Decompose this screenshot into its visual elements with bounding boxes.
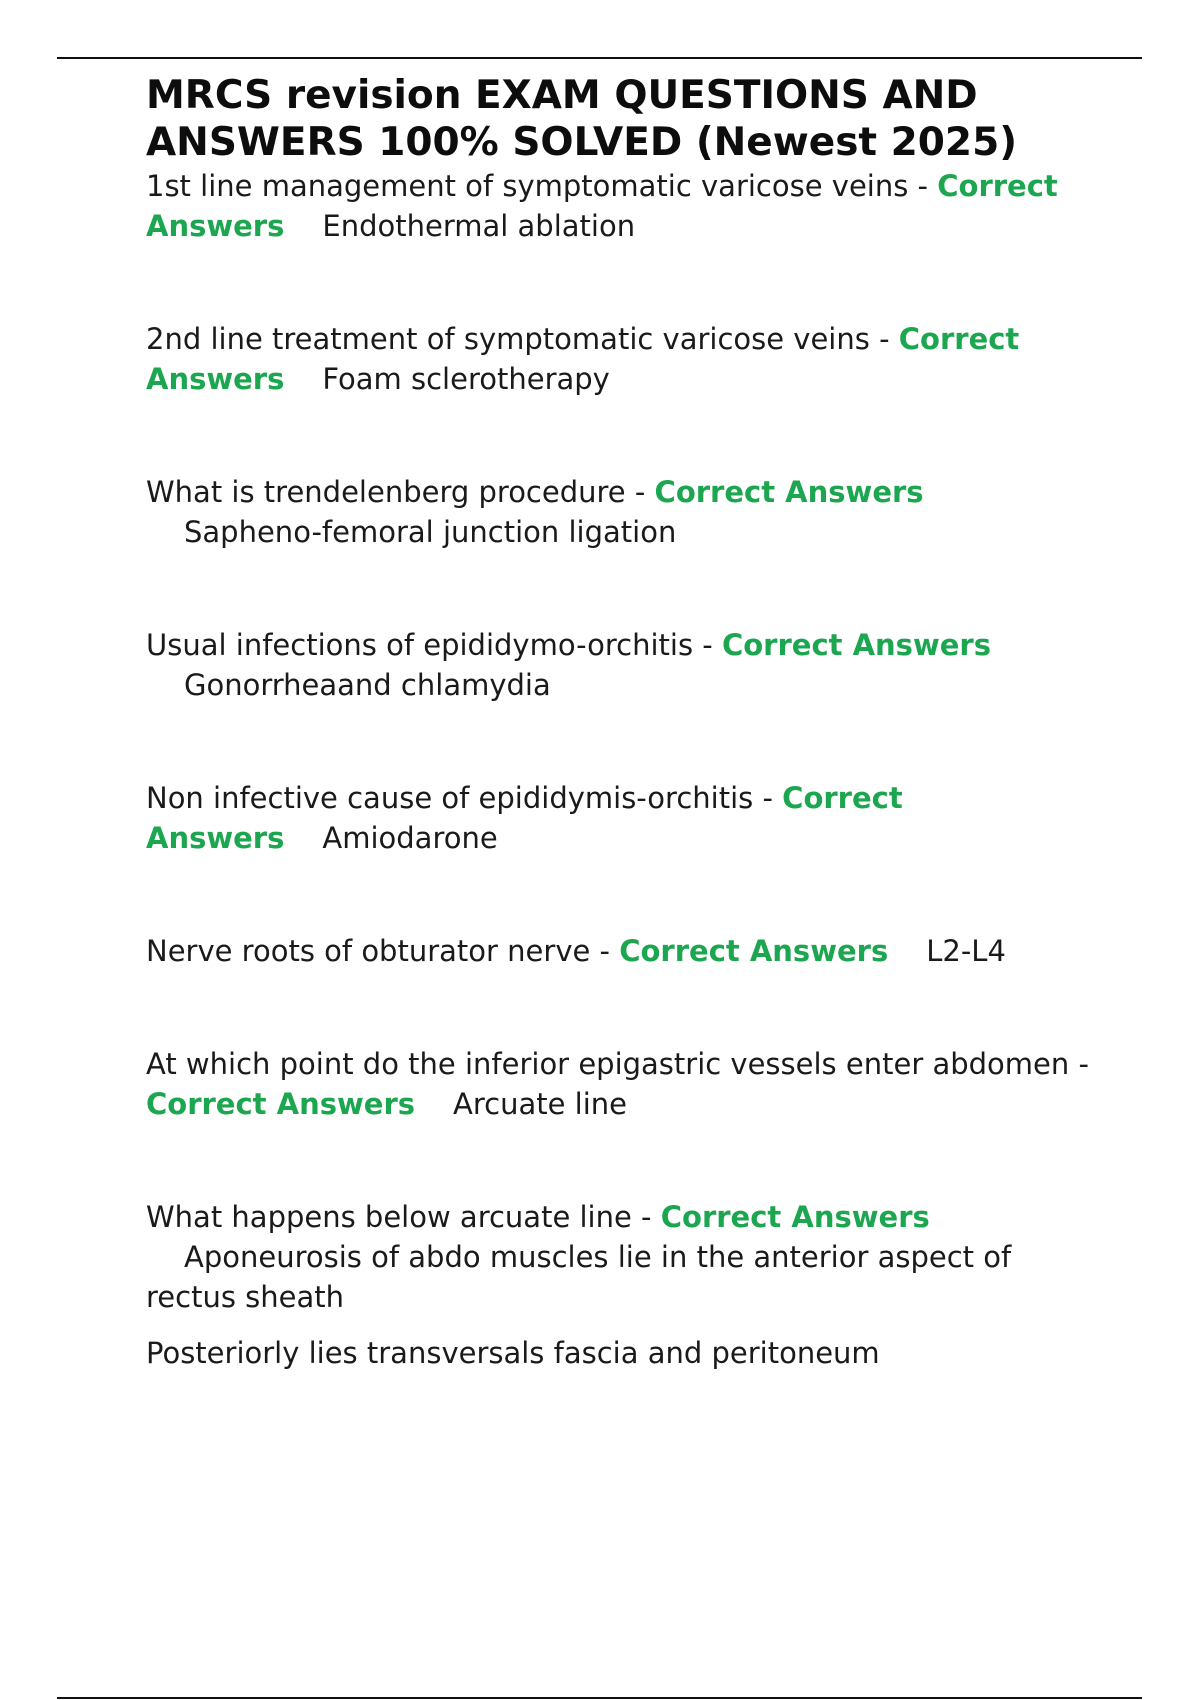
qa-item — [146, 472, 1091, 552]
qa-item — [146, 931, 1091, 971]
document-title: MRCS revision EXAM QUESTIONS AND ANSWERS 100% SOLVED (Newest 2025) — [146, 73, 1018, 165]
qa-item — [146, 1044, 1091, 1124]
answer-text: L2-L4 — [926, 934, 1006, 968]
qa-item — [146, 166, 1091, 246]
question-text: What is trendelenberg procedure - — [146, 475, 655, 509]
question-text: 2nd line treatment of symptomatic varicose veins - — [146, 322, 899, 356]
question-text: What happens below arcuate line - — [146, 1200, 661, 1234]
qa-item — [146, 625, 1091, 705]
answer-continuation: Posteriorly lies transversals fascia and peritoneum — [146, 1336, 880, 1370]
bottom-rule — [57, 1697, 1142, 1699]
question-text: At which point do the inferior epigastric vessels enter abdomen - — [146, 1047, 1089, 1081]
qa-item — [146, 1197, 1091, 1317]
correct-answers-label: Correct Answers — [721, 628, 991, 662]
answer-text: Aponeurosis of abdo muscles lie in the anterior aspect of rectus sheath — [146, 1240, 1012, 1314]
question-text: Nerve roots of obturator nerve - — [146, 934, 620, 968]
answer-text: Arcuate line — [453, 1087, 628, 1121]
correct-answers-label: Correct Answers — [654, 475, 924, 509]
answer-text: Endothermal ablation — [322, 209, 636, 243]
correct-answers-label: Correct Answers — [146, 781, 903, 855]
answer-text: Gonorrheaand chlamydia — [184, 668, 551, 702]
correct-answers-label: Correct Answers — [146, 1087, 416, 1121]
answer-text: Foam sclerotherapy — [322, 362, 610, 396]
correct-answers-label: Correct Answers — [660, 1200, 930, 1234]
correct-answers-label: Correct Answers — [146, 169, 1058, 243]
question-text: Usual infections of epididymo-orchitis - — [146, 628, 722, 662]
top-rule — [57, 57, 1142, 59]
qa-item — [146, 778, 1091, 858]
correct-answers-label: Correct Answers — [146, 322, 1020, 396]
document-body — [146, 72, 1091, 1373]
qa-item — [146, 319, 1091, 399]
question-text: 1st line management of symptomatic varicose veins - — [146, 169, 938, 203]
answer-text: Amiodarone — [322, 821, 498, 855]
correct-answers-label: Correct Answers — [619, 934, 889, 968]
answer-text: Sapheno-femoral junction ligation — [184, 515, 677, 549]
question-text: Non infective cause of epididymis-orchitis - — [146, 781, 783, 815]
